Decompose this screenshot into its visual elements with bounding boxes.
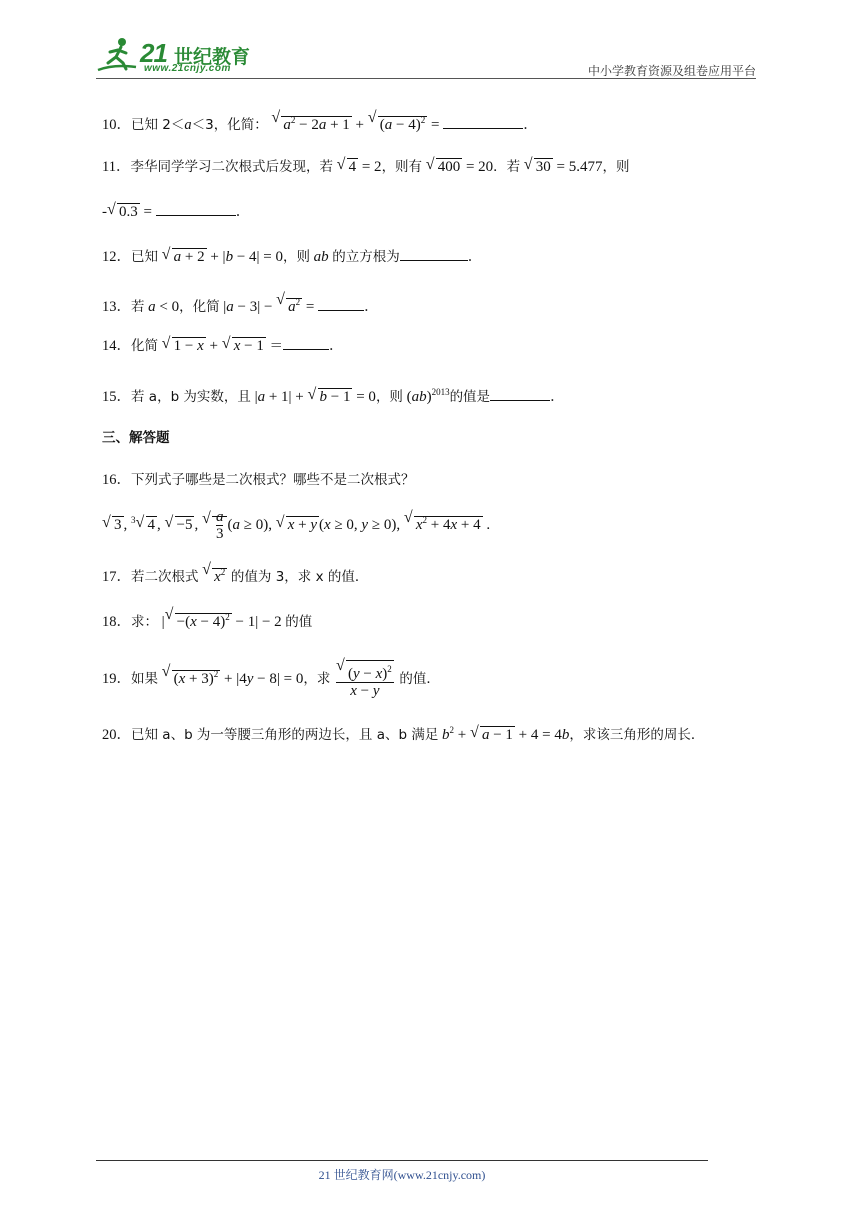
question-number: 10． [102,117,131,133]
formula: √ $(x + 3)^2 + |4y - 8| = 0$ [162,671,304,687]
question-15: 15．若 a，b 为实数，且 |a + 1| + √ b − 1 = 0，则 (ab)$^{2013}$的值是 ． [102,380,565,409]
header-divider [96,78,756,79]
logo-url: www.21cnjy.com [144,63,231,74]
question-14: 14．化简 √ 1 − x + √ x − 1 ＝ ． [102,334,344,358]
formula: |a − 3| − √ $a^2$ = [223,299,318,315]
formula: √ $a^2 - 2a + 1$ + √ $(a - 4)^2$ = [271,117,443,133]
question-10: 10．已知 2＜a＜3，化简： √ $a^2 - 2a + 1$ + √ $(a - 4)^2$ = ． [102,108,538,137]
answer-blank[interactable] [318,296,364,311]
question-18: 18．求： |√ $-(x - 4)^2 - 1| - 2$ 的值 [102,605,312,634]
question-number: 12． [102,249,131,265]
formula: $b^2$ + √ a − 1 + 4 = 4b [442,727,569,743]
formula: √ $x^2$ [202,569,227,585]
formula: √ 3 , $^3$√ 4 , √ −5 , √ $\frac{a}{3}$ (a ≥ 0), √ x + y (x ≥ 0, y ≥ 0), √ $x^2 + 4x + 4$ . [102,517,490,533]
question-number: 17． [102,569,131,585]
formula: |√ $-(x - 4)^2 - 1| - 2$ [162,614,282,630]
formula: a < 0 [148,299,180,315]
question-11: 11．李华同学学习二次根式后发现，若 √ 4 = 2，则有 √ 400 = 20．若 √ 30 = 5.477，则 [102,155,630,179]
footer-divider [96,1160,708,1161]
formula: √ $\frac{(y - x)^2}{x - y}$ [336,660,394,699]
section-title: 三、解答题 [102,430,170,446]
formula: √ 400 = 20 [426,159,493,175]
answer-blank[interactable] [283,335,329,350]
question-16-expressions [102,508,490,542]
question-12: 12．已知 √ a + 2 + |b − 4| = 0，则 ab 的立方根为 ． [102,245,482,269]
question-13: 13．若 a < 0，化简 |a − 3| − √ $a^2$ = ． [102,290,379,319]
formula: √ a + 2 + |b − 4| = 0 [162,249,283,265]
formula: (ab)$^{2013}$ [406,387,450,405]
question-number: 14． [102,338,131,354]
question-11-line2: -√ 0.3 = ． [102,200,250,224]
question-20: 20．已知 a、b 为一等腰三角形的两边长，且 a、b 满足 $b^2$ + √ a − 1 + 4 = 4b，求该三角形的周长． [102,718,704,747]
question-number: 16． [102,472,131,488]
answer-blank[interactable] [443,114,523,129]
formula: √ 4 = 2 [337,159,382,175]
page-header [96,34,756,78]
question-16: 16．下列式子哪些是二次根式？哪些不是二次根式？ [102,472,415,488]
question-number: 20． [102,727,131,743]
question-17: 17．若二次根式 √ $x^2$ 的值为 3，求 x 的值． [102,560,368,589]
formula: |a + 1| + √ b − 1 = 0 [255,389,376,405]
logo-text: 世纪教育 [174,46,251,68]
answer-blank[interactable] [400,246,468,261]
question-number: 11． [102,159,131,175]
footer-text[interactable]: 21 世纪教育网(www.21cnjy.com) [318,1168,486,1182]
question-19: 19．如果 √ $(x + 3)^2 + |4y - 8| = 0$，求 √ $\frac{(y - x)^2}{x - y}$ 的值． [102,660,440,699]
formula: √ 30 = 5.477 [524,159,603,175]
runner-logo-icon [96,36,140,74]
answer-blank[interactable] [156,201,236,216]
question-number: 18． [102,614,131,630]
header-platform-text: 中小学教育资源及组卷应用平台 [587,64,756,78]
formula: -√ 0.3 = [102,204,156,220]
question-number: 13． [102,299,131,315]
formula: √ 1 − x + √ x − 1 [162,338,266,354]
site-logo[interactable] [96,34,266,76]
answer-blank[interactable] [490,386,550,401]
logo-number: 21 [140,38,167,68]
question-number: 19． [102,670,131,687]
question-number: 15． [102,389,131,405]
